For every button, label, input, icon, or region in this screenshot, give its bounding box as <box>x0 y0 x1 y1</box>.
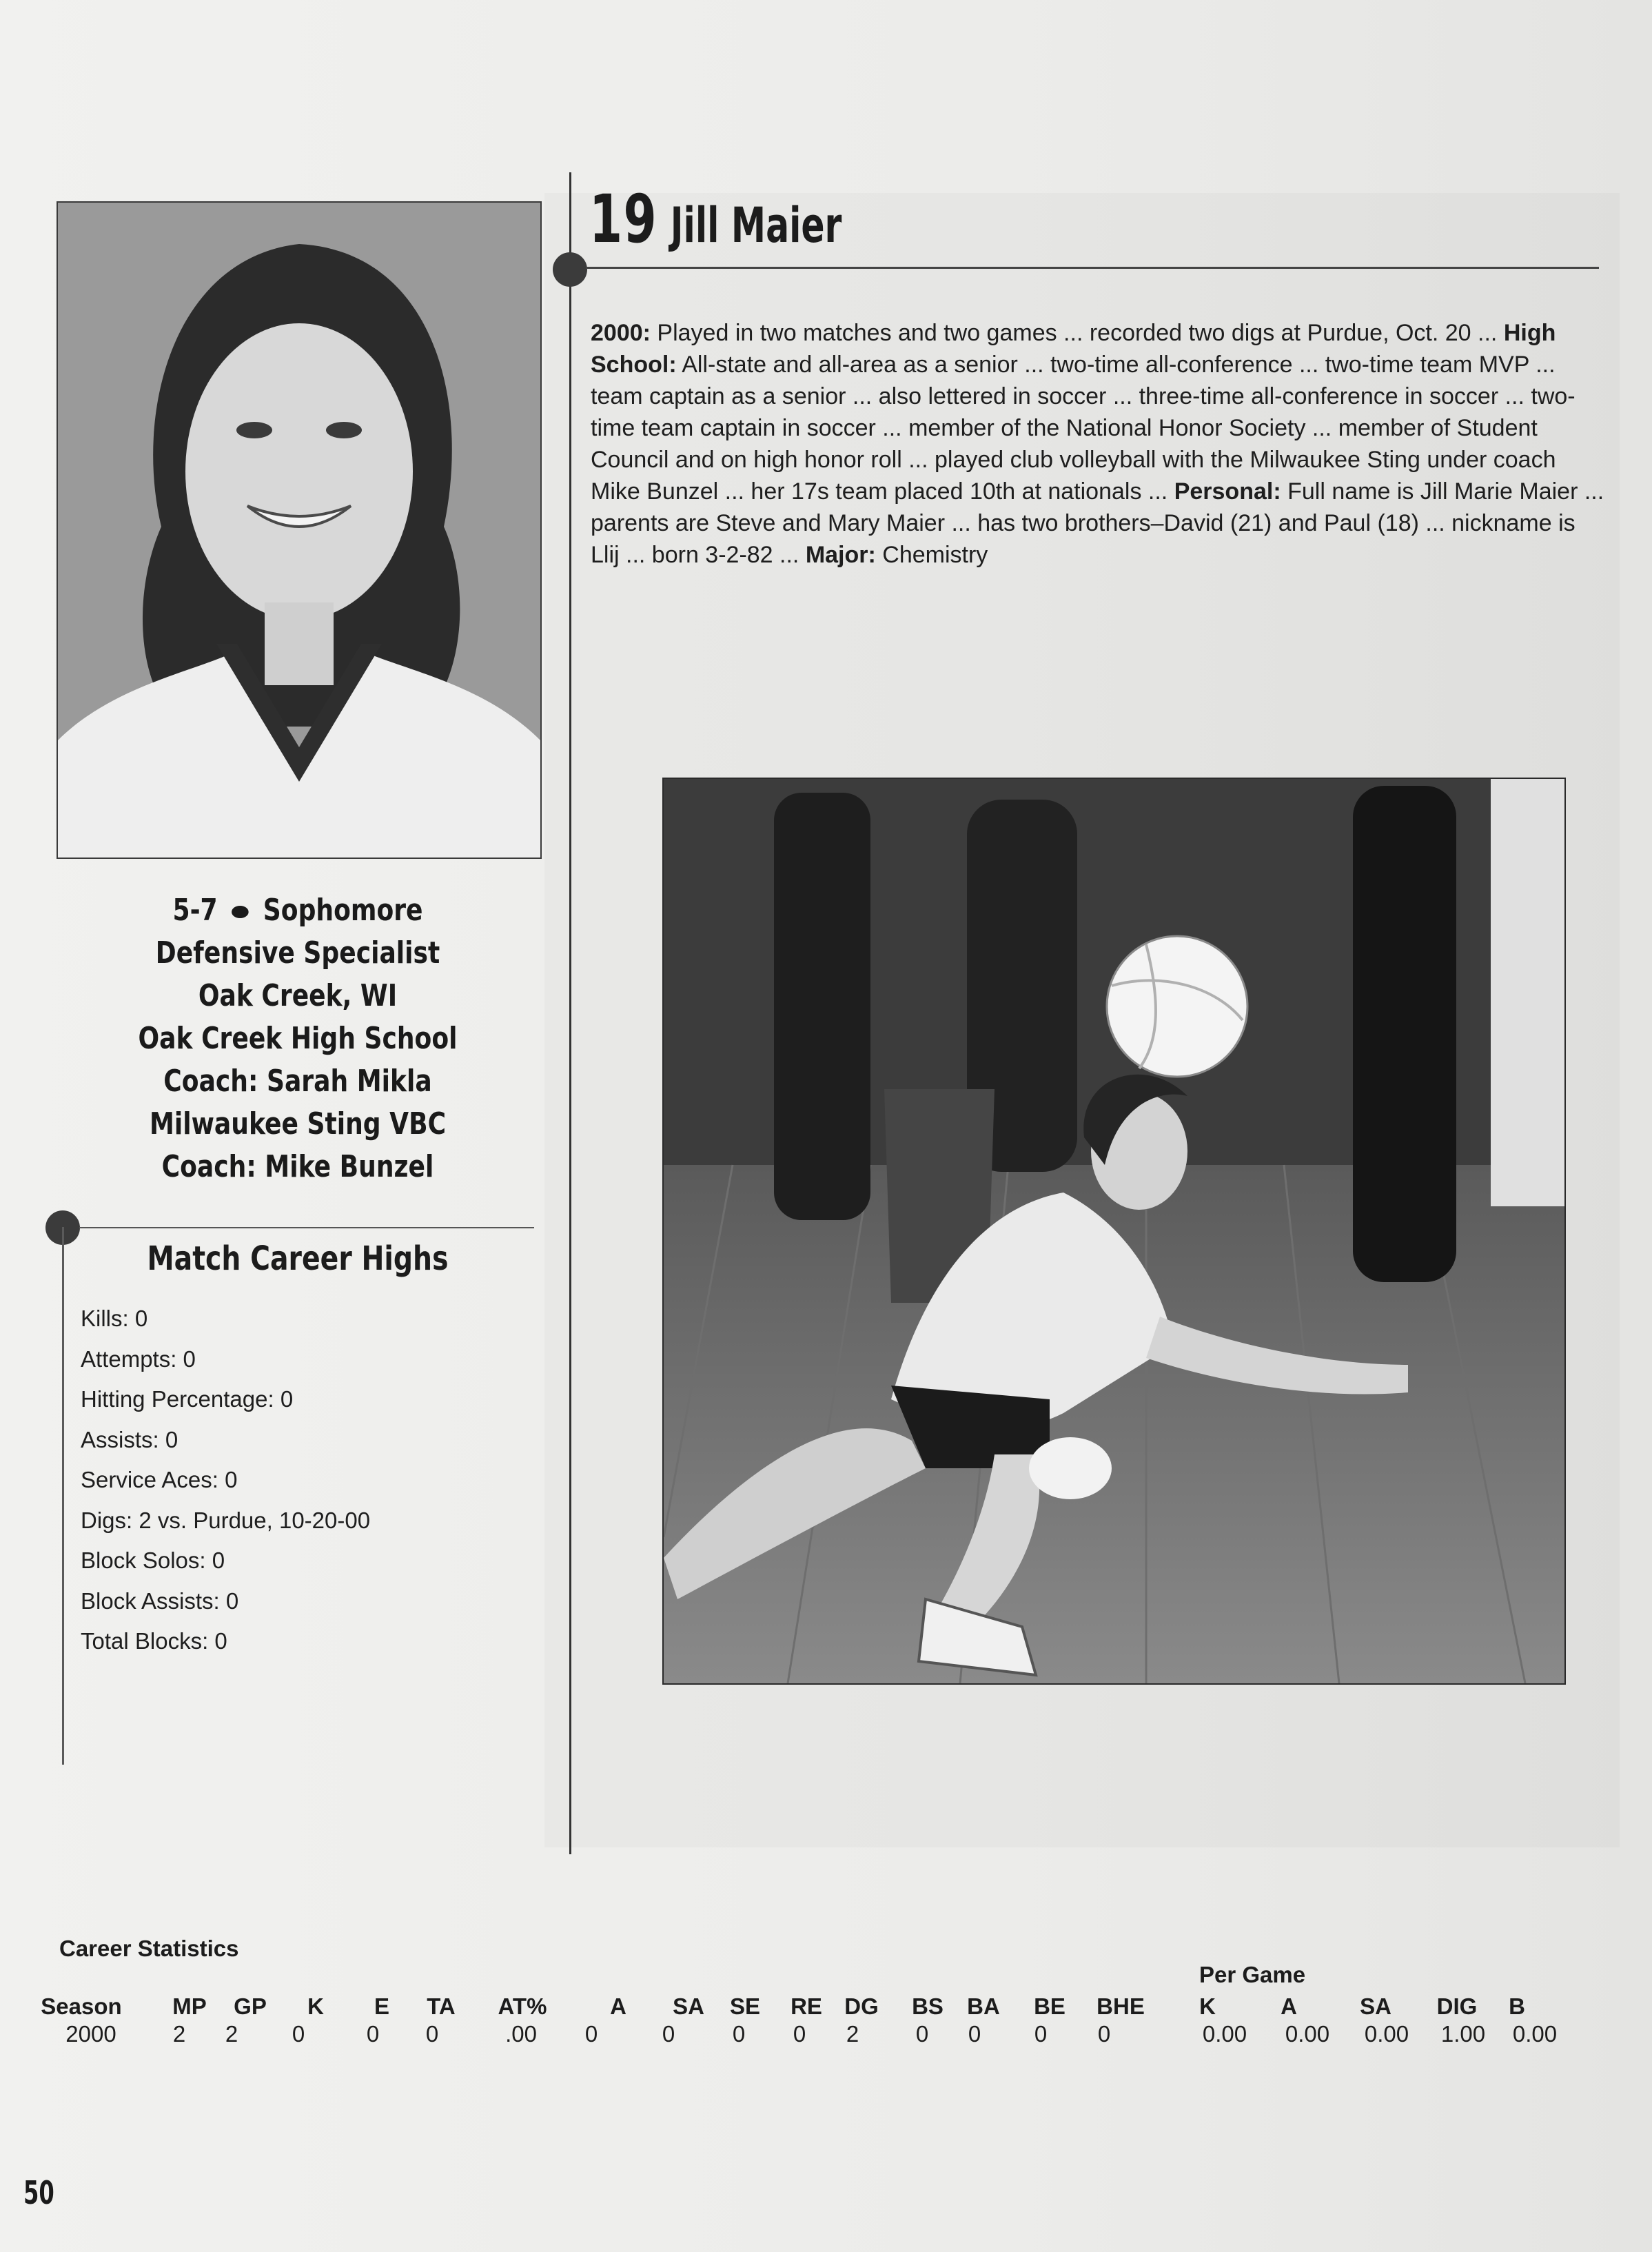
stats-header: GP <box>234 1994 267 2019</box>
player-position: Defensive Specialist <box>155 935 440 971</box>
stats-cell: 2000 <box>65 2021 116 2047</box>
player-hometown: Oak Creek, WI <box>198 978 398 1013</box>
header-bullet-dot <box>553 252 587 287</box>
stats-header: A <box>610 1994 626 2019</box>
stats-cell: 0 <box>732 2021 746 2047</box>
career-high-item: Service Aces: 0 <box>81 1467 238 1492</box>
career-high-item: Digs: 2 vs. Purdue, 10-20-00 <box>81 1507 371 1533</box>
stats-header: DIG <box>1436 1994 1478 2019</box>
player-name: Jill Maier <box>670 197 842 254</box>
stats-cell: 0.00 <box>1364 2021 1409 2047</box>
stats-header: A <box>1281 1994 1297 2019</box>
stats-header: SE <box>729 1994 761 2019</box>
stats-cell: 0.00 <box>1285 2021 1330 2047</box>
stats-cell: 0 <box>584 2021 598 2047</box>
bio-season-label: 2000: <box>591 320 651 346</box>
club-coach: Coach: Mike Bunzel <box>161 1149 434 1184</box>
stats-cell: 2 <box>225 2021 238 2047</box>
per-game-label: Per Game <box>1199 1962 1306 1987</box>
career-high-item: Hitting Percentage: 0 <box>81 1386 294 1412</box>
stats-header: TA <box>427 1994 456 2019</box>
stats-header: K <box>307 1994 324 2019</box>
stats-header: K <box>1199 1994 1216 2019</box>
career-high-item: Kills: 0 <box>81 1306 148 1331</box>
stats-cell: 0 <box>968 2021 981 2047</box>
bio-major-text: Chemistry <box>875 542 988 568</box>
stats-header: B <box>1509 1994 1525 2019</box>
stats-header: E <box>374 1994 389 2019</box>
stats-cell: 0 <box>1097 2021 1111 2047</box>
stats-cell: 0 <box>915 2021 929 2047</box>
page-number: 50 <box>23 2174 54 2211</box>
player-high-school: Oak Creek High School <box>138 1021 458 1056</box>
stats-header: BS <box>912 1994 944 2019</box>
bio-high-school-text: All-state and all-area as a senior ... two-time all-conference ... two-time team MVP ... team captain as a senior ... also lettered in soccer ... three-time all-conference in soccer ... two-time team captain in soccer ... member of the National Honor Society ... member of Student Council and on high honor roll ... played club volleyball with the Milwaukee Sting under coach Mike Bunzel ... her 17s team placed 10th at nationals ... <box>591 352 1575 505</box>
career-high-item: Assists: 0 <box>81 1426 179 1452</box>
stats-cell: 0 <box>1034 2021 1048 2047</box>
stats-header: Season <box>41 1994 122 2019</box>
height-class-line <box>100 889 496 932</box>
stats-cell: 0.00 <box>1202 2021 1247 2047</box>
stats-header: AT% <box>498 1994 547 2019</box>
player-bio <box>591 317 1607 571</box>
bio-season-text: Played in two matches and two games ... recorded two digs at Purdue, Oct. 20 ... <box>650 320 1504 346</box>
stats-header: DG <box>844 1994 879 2019</box>
bio-high-school-label: High School: <box>591 320 1556 378</box>
career-high-item: Block Assists: 0 <box>81 1587 239 1614</box>
career-highs-title: Match Career Highs <box>147 1239 449 1278</box>
stats-cell: 1.00 <box>1440 2021 1486 2047</box>
career-highs-rule <box>79 1227 534 1228</box>
header-rule <box>586 267 1599 269</box>
bullet-icon <box>232 906 249 918</box>
stats-cell: .00 <box>505 2021 537 2047</box>
player-header <box>589 181 842 258</box>
bio-major-label: Major: <box>805 542 876 568</box>
stats-header: BE <box>1034 1994 1065 2019</box>
career-highs-list <box>81 1299 370 1662</box>
bio-personal-text: Full name is Jill Marie Maier ... parents are Steve and Mary Maier ... has two brothers–David (21) and Paul (18) ... nickname is Llij ... born 3-2-82 ... <box>591 478 1604 568</box>
stats-header: MP <box>172 1994 207 2019</box>
career-high-item: Total Blocks: 0 <box>81 1628 227 1654</box>
stats-cell: 2 <box>846 2021 859 2047</box>
action-photo <box>662 778 1566 1685</box>
player-class-year: Sophomore <box>263 893 423 928</box>
stats-cell: 2 <box>172 2021 186 2047</box>
player-club: Milwaukee Sting VBC <box>149 1106 447 1142</box>
stats-cell: 0 <box>292 2021 305 2047</box>
stats-cell: 0 <box>366 2021 380 2047</box>
stats-header: SA <box>673 1994 704 2019</box>
stats-cell: 0 <box>662 2021 675 2047</box>
stats-header: SA <box>1360 1994 1391 2019</box>
career-high-item: Block Solos: 0 <box>81 1548 225 1573</box>
career-stats-title: Career Statistics <box>59 1936 239 1961</box>
stats-header: RE <box>791 1994 822 2019</box>
stats-cell: 0.00 <box>1512 2021 1558 2047</box>
stats-cell: 0 <box>793 2021 806 2047</box>
career-high-item: Attempts: 0 <box>81 1346 196 1372</box>
player-height: 5-7 <box>172 893 218 928</box>
stats-cell: 0 <box>425 2021 439 2047</box>
career-highs-vertical-rule <box>62 1227 64 1765</box>
header-vertical-rule <box>569 172 571 1854</box>
stats-header: BA <box>967 1994 1000 2019</box>
bio-personal-label: Personal: <box>1174 478 1281 505</box>
high-school-coach: Coach: Sarah Mikla <box>163 1064 432 1099</box>
jersey-number: 19 <box>589 181 658 258</box>
stats-header: BHE <box>1097 1994 1145 2019</box>
player-info <box>57 889 539 1188</box>
player-headshot-photo <box>57 201 542 859</box>
